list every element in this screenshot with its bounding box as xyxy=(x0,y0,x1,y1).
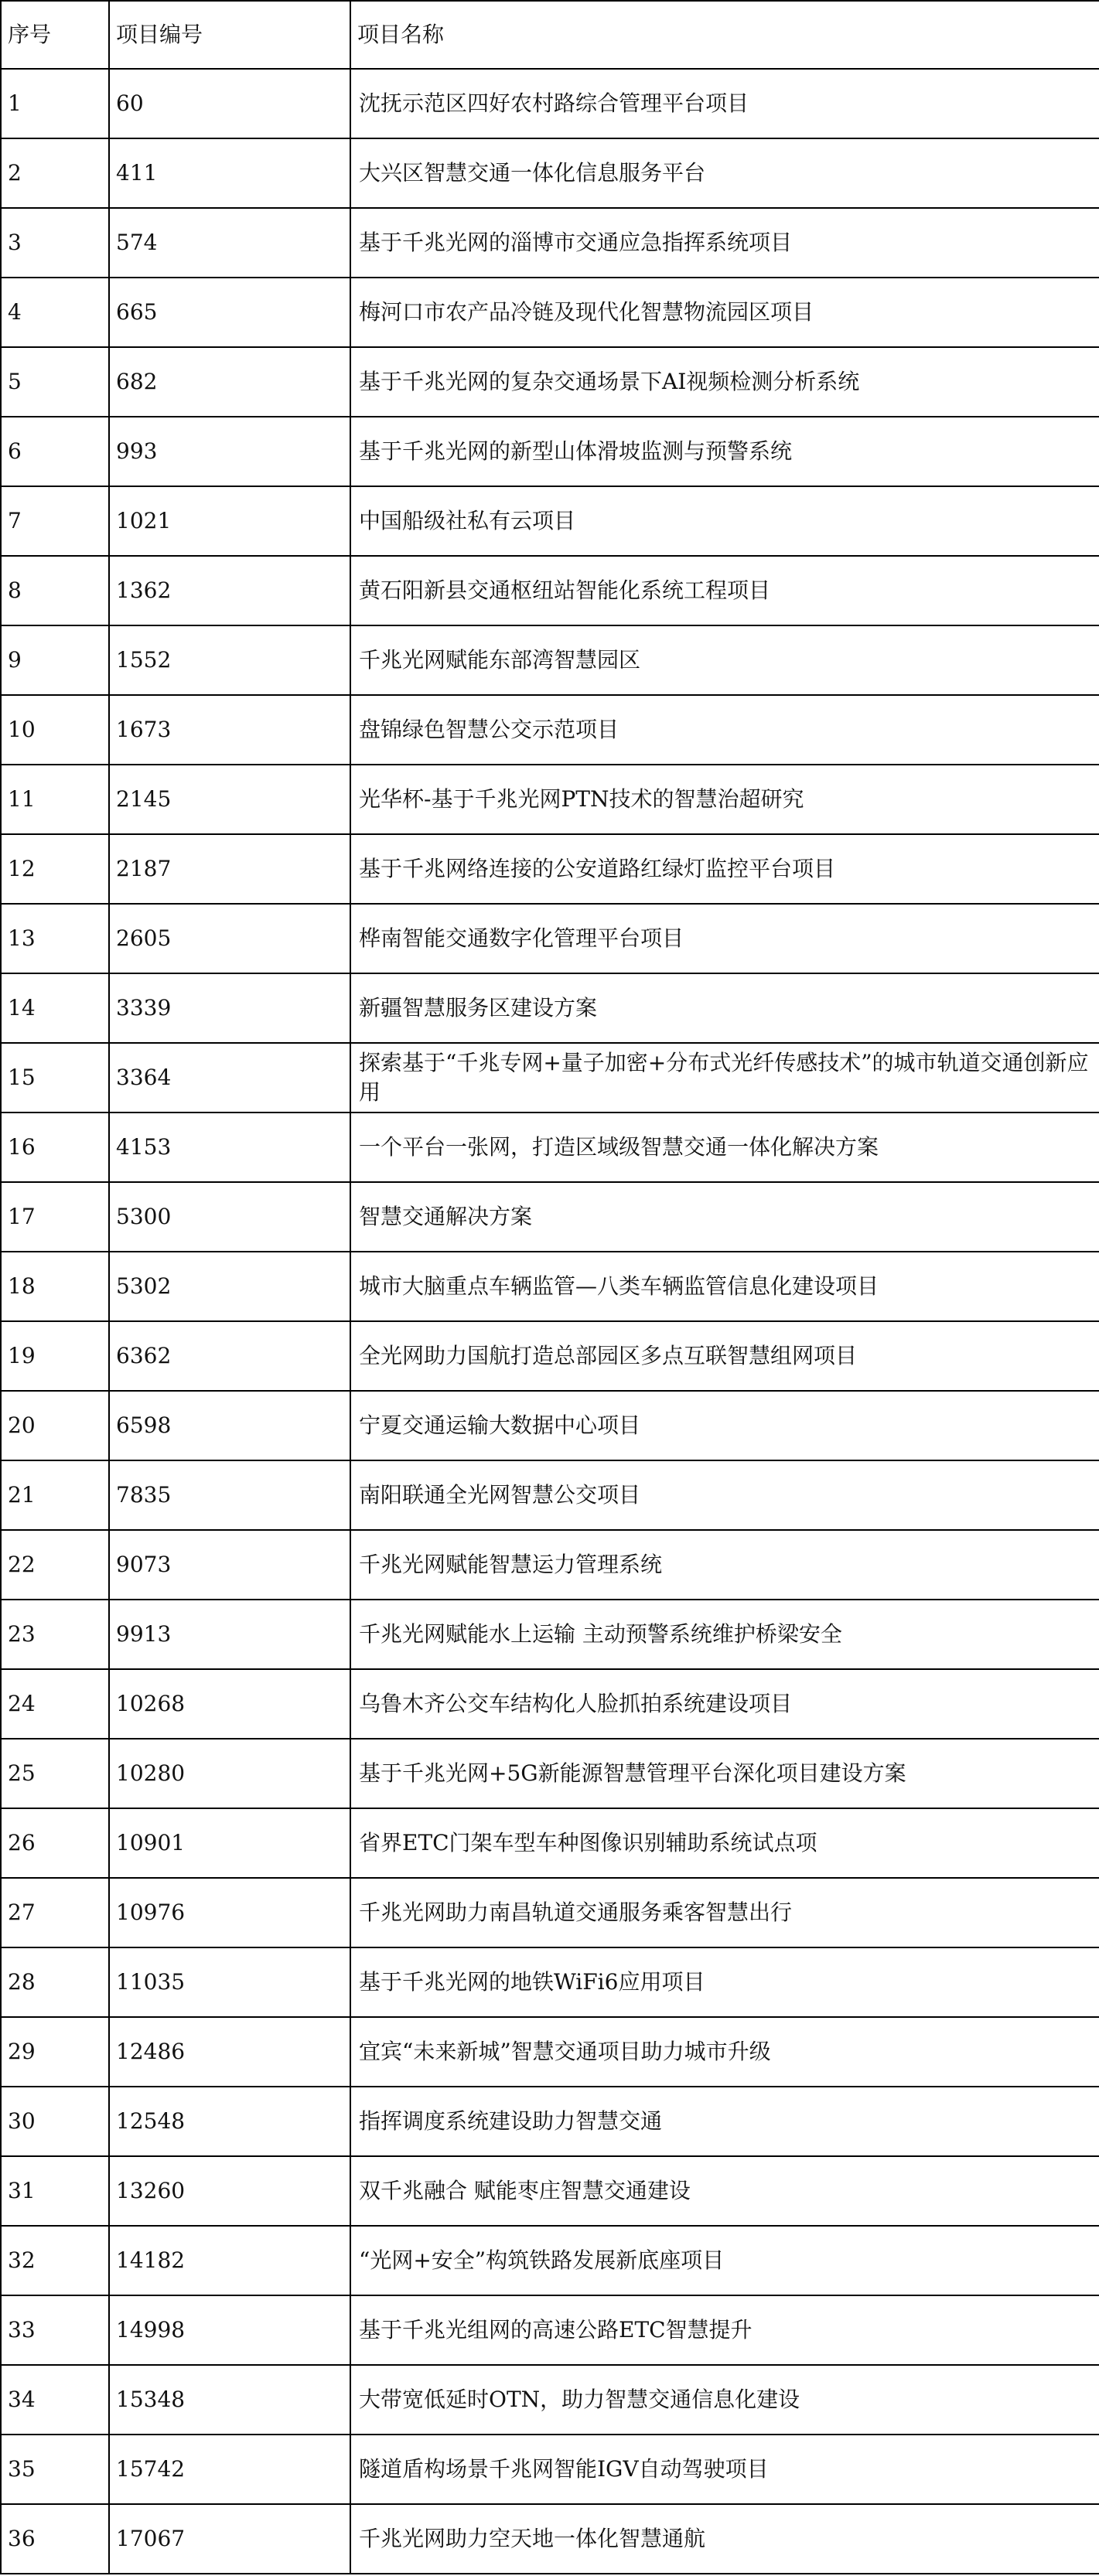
cell-project-name: 沈抚示范区四好农村路综合管理平台项目 xyxy=(350,69,1099,138)
cell-serial-number: 31 xyxy=(1,2156,109,2226)
cell-project-name: 基于千兆光组网的高速公路ETC智慧提升 xyxy=(350,2295,1099,2365)
cell-project-name: 梅河口市农产品冷链及现代化智慧物流园区项目 xyxy=(350,278,1099,347)
cell-project-name: 探索基于“千兆专网+量子加密+分布式光纤传感技术”的城市轨道交通创新应用 xyxy=(350,1043,1099,1113)
table-row xyxy=(1,1600,1099,1669)
cell-project-name: 隧道盾构场景千兆网智能IGV自动驾驶项目 xyxy=(350,2435,1099,2504)
table-row xyxy=(1,695,1099,765)
cell-project-name: 盘锦绿色智慧公交示范项目 xyxy=(350,695,1099,765)
cell-serial-number: 6 xyxy=(1,417,109,486)
cell-serial-number: 33 xyxy=(1,2295,109,2365)
cell-project-code: 2605 xyxy=(109,904,350,973)
cell-serial-number: 1 xyxy=(1,69,109,138)
table-row xyxy=(1,2156,1099,2226)
cell-serial-number: 29 xyxy=(1,2017,109,2087)
table-header xyxy=(1,1,1099,69)
cell-project-code: 14182 xyxy=(109,2226,350,2295)
table-row xyxy=(1,2435,1099,2504)
cell-serial-number: 21 xyxy=(1,1460,109,1530)
cell-project-code: 665 xyxy=(109,278,350,347)
cell-serial-number: 7 xyxy=(1,486,109,556)
cell-project-name: 千兆光网赋能水上运输 主动预警系统维护桥梁安全 xyxy=(350,1600,1099,1669)
cell-project-code: 7835 xyxy=(109,1460,350,1530)
table-row xyxy=(1,834,1099,904)
cell-project-code: 574 xyxy=(109,208,350,278)
table-row xyxy=(1,2087,1099,2156)
cell-project-name: 千兆光网助力南昌轨道交通服务乘客智慧出行 xyxy=(350,1878,1099,1947)
cell-project-code: 411 xyxy=(109,138,350,208)
table-row xyxy=(1,138,1099,208)
cell-project-code: 682 xyxy=(109,347,350,417)
cell-project-code: 5300 xyxy=(109,1182,350,1252)
table-row xyxy=(1,1530,1099,1600)
cell-serial-number: 22 xyxy=(1,1530,109,1600)
cell-serial-number: 13 xyxy=(1,904,109,973)
table-row xyxy=(1,1252,1099,1321)
cell-project-code: 2145 xyxy=(109,765,350,834)
table-row xyxy=(1,486,1099,556)
cell-serial-number: 17 xyxy=(1,1182,109,1252)
header-serial-number: 序号 xyxy=(1,1,109,69)
cell-project-name: 指挥调度系统建设助力智慧交通 xyxy=(350,2087,1099,2156)
cell-serial-number: 32 xyxy=(1,2226,109,2295)
cell-serial-number: 18 xyxy=(1,1252,109,1321)
cell-project-code: 15742 xyxy=(109,2435,350,2504)
cell-project-code: 11035 xyxy=(109,1947,350,2017)
cell-project-code: 15348 xyxy=(109,2365,350,2435)
table-row xyxy=(1,1669,1099,1739)
cell-project-code: 993 xyxy=(109,417,350,486)
table-row xyxy=(1,208,1099,278)
cell-project-name: 南阳联通全光网智慧公交项目 xyxy=(350,1460,1099,1530)
table-row xyxy=(1,2295,1099,2365)
cell-project-code: 10268 xyxy=(109,1669,350,1739)
cell-serial-number: 2 xyxy=(1,138,109,208)
table-row xyxy=(1,556,1099,625)
cell-project-name: 全光网助力国航打造总部园区多点互联智慧组网项目 xyxy=(350,1321,1099,1391)
cell-serial-number: 3 xyxy=(1,208,109,278)
cell-serial-number: 35 xyxy=(1,2435,109,2504)
table-row xyxy=(1,765,1099,834)
cell-project-code: 10901 xyxy=(109,1808,350,1878)
cell-project-code: 14998 xyxy=(109,2295,350,2365)
table-row xyxy=(1,1739,1099,1808)
cell-project-name: 基于千兆光网的淄博市交通应急指挥系统项目 xyxy=(350,208,1099,278)
table-row xyxy=(1,973,1099,1043)
cell-project-code: 5302 xyxy=(109,1252,350,1321)
cell-project-code: 1021 xyxy=(109,486,350,556)
cell-project-code: 2187 xyxy=(109,834,350,904)
table-row xyxy=(1,1321,1099,1391)
cell-project-name: 大带宽低延时OTN，助力智慧交通信息化建设 xyxy=(350,2365,1099,2435)
cell-serial-number: 9 xyxy=(1,625,109,695)
cell-project-name: 双千兆融合 赋能枣庄智慧交通建设 xyxy=(350,2156,1099,2226)
table-row xyxy=(1,625,1099,695)
cell-project-name: 新疆智慧服务区建设方案 xyxy=(350,973,1099,1043)
cell-serial-number: 5 xyxy=(1,347,109,417)
cell-serial-number: 24 xyxy=(1,1669,109,1739)
table-row xyxy=(1,904,1099,973)
cell-serial-number: 16 xyxy=(1,1113,109,1182)
cell-project-name: 一个平台一张网，打造区域级智慧交通一体化解决方案 xyxy=(350,1113,1099,1182)
cell-project-name: 宜宾“未来新城”智慧交通项目助力城市升级 xyxy=(350,2017,1099,2087)
cell-serial-number: 20 xyxy=(1,1391,109,1460)
cell-project-code: 1552 xyxy=(109,625,350,695)
cell-project-name: 千兆光网赋能东部湾智慧园区 xyxy=(350,625,1099,695)
table-row xyxy=(1,1878,1099,1947)
cell-project-code: 3339 xyxy=(109,973,350,1043)
cell-serial-number: 25 xyxy=(1,1739,109,1808)
table-row xyxy=(1,1043,1099,1113)
cell-project-name: 千兆光网赋能智慧运力管理系统 xyxy=(350,1530,1099,1600)
cell-project-code: 9073 xyxy=(109,1530,350,1600)
cell-serial-number: 19 xyxy=(1,1321,109,1391)
cell-serial-number: 4 xyxy=(1,278,109,347)
cell-serial-number: 30 xyxy=(1,2087,109,2156)
cell-project-code: 13260 xyxy=(109,2156,350,2226)
cell-serial-number: 12 xyxy=(1,834,109,904)
cell-project-code: 10280 xyxy=(109,1739,350,1808)
cell-serial-number: 28 xyxy=(1,1947,109,2017)
header-project-name: 项目名称 xyxy=(350,1,1099,69)
table-row xyxy=(1,1113,1099,1182)
table-row xyxy=(1,2365,1099,2435)
cell-project-name: 省界ETC门架车型车种图像识别辅助系统试点项 xyxy=(350,1808,1099,1878)
cell-project-code: 10976 xyxy=(109,1878,350,1947)
cell-project-name: 乌鲁木齐公交车结构化人脸抓拍系统建设项目 xyxy=(350,1669,1099,1739)
table-row xyxy=(1,2226,1099,2295)
cell-project-name: “光网+安全”构筑铁路发展新底座项目 xyxy=(350,2226,1099,2295)
cell-project-code: 17067 xyxy=(109,2504,350,2574)
cell-project-code: 6598 xyxy=(109,1391,350,1460)
cell-project-code: 60 xyxy=(109,69,350,138)
cell-project-name: 城市大脑重点车辆监管—八类车辆监管信息化建设项目 xyxy=(350,1252,1099,1321)
cell-serial-number: 10 xyxy=(1,695,109,765)
cell-project-name: 基于千兆光网的新型山体滑坡监测与预警系统 xyxy=(350,417,1099,486)
table-row xyxy=(1,1460,1099,1530)
header-row xyxy=(1,1,1099,69)
cell-project-name: 智慧交通解决方案 xyxy=(350,1182,1099,1252)
cell-project-name: 基于千兆网络连接的公安道路红绿灯监控平台项目 xyxy=(350,834,1099,904)
cell-project-name: 宁夏交通运输大数据中心项目 xyxy=(350,1391,1099,1460)
table-row xyxy=(1,69,1099,138)
cell-project-name: 黄石阳新县交通枢纽站智能化系统工程项目 xyxy=(350,556,1099,625)
cell-project-code: 12548 xyxy=(109,2087,350,2156)
cell-serial-number: 27 xyxy=(1,1878,109,1947)
cell-project-name: 桦南智能交通数字化管理平台项目 xyxy=(350,904,1099,973)
cell-project-name: 基于千兆光网的地铁WiFi6应用项目 xyxy=(350,1947,1099,2017)
cell-project-name: 千兆光网助力空天地一体化智慧通航 xyxy=(350,2504,1099,2574)
cell-project-code: 3364 xyxy=(109,1043,350,1113)
cell-serial-number: 36 xyxy=(1,2504,109,2574)
cell-project-code: 1673 xyxy=(109,695,350,765)
cell-project-name: 光华杯-基于千兆光网PTN技术的智慧治超研究 xyxy=(350,765,1099,834)
table-row xyxy=(1,1182,1099,1252)
table-row xyxy=(1,417,1099,486)
cell-project-code: 1362 xyxy=(109,556,350,625)
cell-serial-number: 8 xyxy=(1,556,109,625)
cell-project-name: 大兴区智慧交通一体化信息服务平台 xyxy=(350,138,1099,208)
cell-project-code: 4153 xyxy=(109,1113,350,1182)
cell-project-code: 12486 xyxy=(109,2017,350,2087)
cell-project-code: 6362 xyxy=(109,1321,350,1391)
table-row xyxy=(1,1808,1099,1878)
table-row xyxy=(1,347,1099,417)
cell-project-name: 基于千兆光网的复杂交通场景下AI视频检测分析系统 xyxy=(350,347,1099,417)
cell-project-name: 基于千兆光网+5G新能源智慧管理平台深化项目建设方案 xyxy=(350,1739,1099,1808)
cell-serial-number: 11 xyxy=(1,765,109,834)
cell-project-code: 9913 xyxy=(109,1600,350,1669)
table-row xyxy=(1,1947,1099,2017)
cell-serial-number: 23 xyxy=(1,1600,109,1669)
table-row xyxy=(1,1391,1099,1460)
cell-serial-number: 26 xyxy=(1,1808,109,1878)
table-row xyxy=(1,278,1099,347)
table-row xyxy=(1,2504,1099,2574)
table-body xyxy=(1,69,1099,2574)
cell-serial-number: 15 xyxy=(1,1043,109,1113)
table-row xyxy=(1,2017,1099,2087)
cell-serial-number: 34 xyxy=(1,2365,109,2435)
header-project-code: 项目编号 xyxy=(109,1,350,69)
cell-project-name: 中国船级社私有云项目 xyxy=(350,486,1099,556)
cell-serial-number: 14 xyxy=(1,973,109,1043)
